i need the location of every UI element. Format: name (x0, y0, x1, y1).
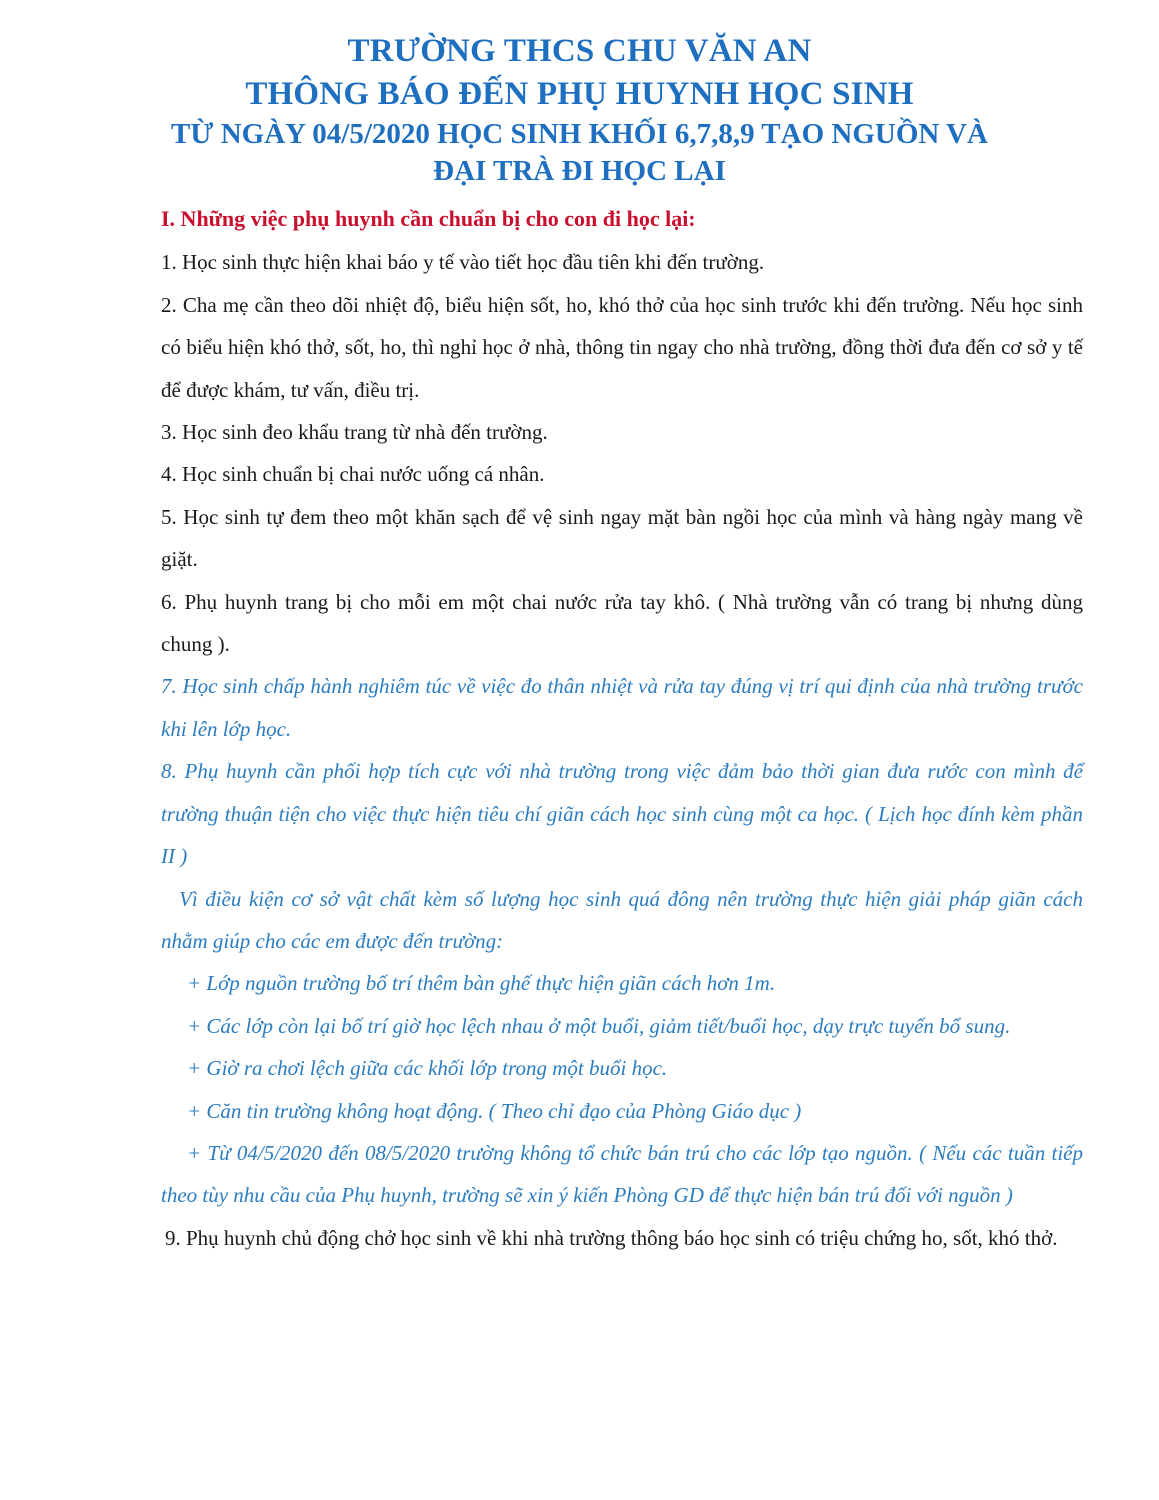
item-3: 3. Học sinh đeo khẩu trang từ nhà đến trường. (161, 420, 548, 445)
measure-break-time: + Giờ ra chơi lệch giữa các khối lớp trong một buổi học. (187, 1056, 668, 1081)
item-4: 4. Học sinh chuẩn bị chai nước uống cá nhân. (161, 462, 545, 487)
notice-header (120, 30, 1039, 190)
spacing-explanation: Vì điều kiện cơ sở vật chất kèm số lượng học sinh quá đông nên trường thực hiện giải pháp giãn cách nhằm giúp cho các em được đến trường: (161, 886, 1083, 953)
item-7: 7. Học sinh chấp hành nghiêm túc về việc đo thân nhiệt và rửa tay đúng vị trí qui định của nhà trường trước khi lên lớp học. (161, 674, 1083, 741)
item-1: 1. Học sinh thực hiện khai báo y tế vào tiết học đầu tiên khi đến trường. (161, 250, 765, 275)
measure-other-classes: + Các lớp còn lại bố trí giờ học lệch nhau ở một buổi, giảm tiết/buổi học, dạy trực tuyến bổ sung. (187, 1013, 1011, 1038)
item-8: 8. Phụ huynh cần phối hợp tích cực với nhà trường trong việc đảm bảo thời gian đưa rước con mình để trường thuận tiện cho việc thực hiện tiêu chí giãn cách học sinh cùng một ca học. ( Lịch học đính kèm phần II ) (161, 759, 1083, 869)
measure-canteen: + Căn tin trường không hoạt động. ( Theo chỉ đạo của Phòng Giáo dục ) (187, 1098, 802, 1123)
measure-source-class: + Lớp nguồn trường bố trí thêm bàn ghế thực hiện giãn cách hơn 1m. (187, 971, 776, 996)
section-title: I. Những việc phụ huynh cần chuẩn bị cho con đi học lại: (161, 206, 696, 231)
item-9: 9. Phụ huynh chủ động chở học sinh về khi nhà trường thông báo học sinh có triệu chứng ho, sốt, khó thở. (165, 1225, 1058, 1250)
notice-title: THÔNG BÁO ĐẾN PHỤ HUYNH HỌC SINH (245, 76, 914, 112)
notice-body (161, 198, 1083, 1259)
notice-subtitle-line2: ĐẠI TRÀ ĐI HỌC LẠI (433, 155, 726, 187)
item-6: 6. Phụ huynh trang bị cho mỗi em một chai nước rửa tay khô. ( Nhà trường vẫn có trang bị nhưng dùng chung ). (161, 589, 1083, 657)
measure-boarding: + Từ 04/5/2020 đến 08/5/2020 trường không tổ chức bán trú cho các lớp tạo nguồn. ( Nếu các tuần tiếp theo tùy nhu cầu của Phụ huynh, trường sẽ xin ý kiến Phòng GD để thực hiện bán trú đối với nguồn ) (161, 1140, 1083, 1208)
item-5: 5. Học sinh tự đem theo một khăn sạch để vệ sinh ngay mặt bàn ngồi học của mình và hàng ngày mang về giặt. (161, 504, 1083, 572)
school-name: TRƯỜNG THCS CHU VĂN AN (347, 33, 812, 69)
item-2: 2. Cha mẹ cần theo dõi nhiệt độ, biểu hiện sốt, ho, khó thở của học sinh trước khi đến trường. Nếu học sinh có biểu hiện khó thở, sốt, ho, thì nghỉ học ở nhà, thông tin ngay cho nhà trường, đồng thời đưa đến cơ sở y tế để được khám, tư vấn, điều trị. (161, 292, 1083, 402)
notice-subtitle-line1: TỪ NGÀY 04/5/2020 HỌC SINH KHỐI 6,7,8,9 TẠO NGUỒN VÀ (171, 118, 988, 150)
